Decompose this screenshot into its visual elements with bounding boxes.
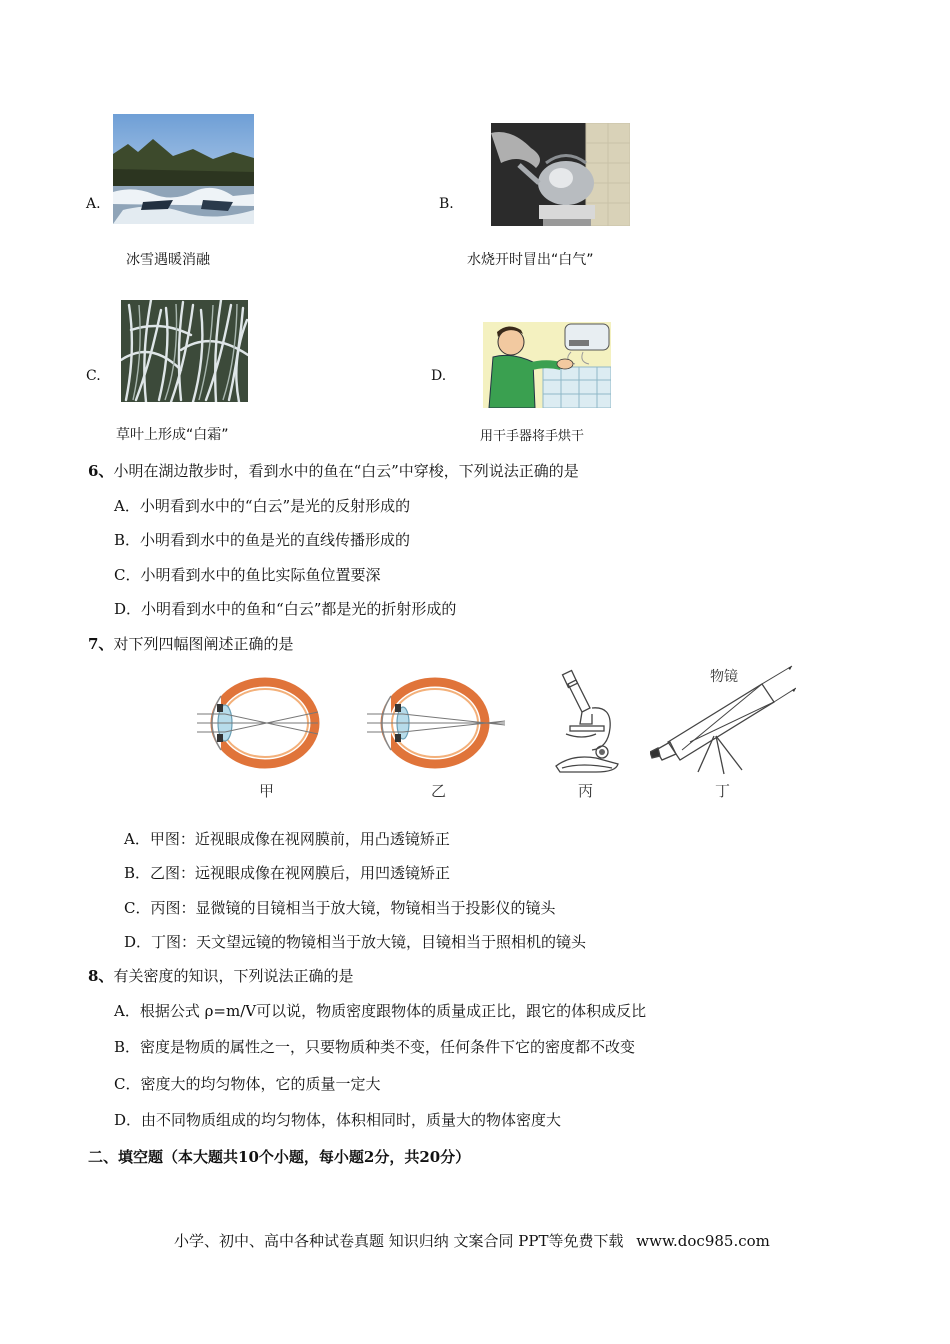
figure-label-ding: 丁 [715, 782, 731, 800]
page-footer [174, 1230, 770, 1251]
option-caption: 冰雪遇暖消融 [126, 252, 210, 268]
question-text: 对下列四幅图阐述正确的是 [113, 635, 294, 653]
answer-option-c: C．丙图：显微镜的目镜相当于放大镜，物镜相当于投影仪的镜头 [124, 899, 556, 917]
answer-option-a: A．甲图：近视眼成像在视网膜前，用凸透镜矫正 [124, 830, 450, 848]
question-text: 有关密度的知识，下列说法正确的是 [113, 967, 354, 985]
question-stem [88, 966, 353, 986]
option-caption: 草叶上形成“白霜” [116, 427, 229, 443]
answer-option-c: C．密度大的均匀物体，它的质量一定大 [114, 1075, 381, 1093]
telescope-objective-label: 物镜 [710, 669, 738, 685]
answer-option-b: B．乙图：远视眼成像在视网膜后，用凹透镜矫正 [124, 864, 451, 882]
option-caption: 水烧开时冒出“白气” [467, 252, 594, 268]
option-letter: A. [86, 196, 101, 212]
question-number: 6、 [88, 462, 114, 480]
answer-option-d: D．由不同物质组成的均匀物体，体积相同时，质量大的物体密度大 [114, 1111, 562, 1129]
answer-option-d: D．丁图：天文望远镜的物镜相当于放大镜，目镜相当于照相机的镜头 [124, 933, 587, 951]
myopia-eye-diagram [195, 676, 323, 771]
melting-snow-photo [113, 114, 254, 224]
answer-option-c: C．小明看到水中的鱼比实际鱼位置要深 [114, 566, 381, 584]
answer-option-a: A．根据公式 ρ=m/V可以说，物质密度跟物体的质量成正比，跟它的体积成反比 [114, 1002, 647, 1020]
question-number: 8、 [88, 967, 114, 985]
figure-label-yi: 乙 [431, 782, 447, 800]
microscope-diagram [552, 668, 624, 774]
answer-option-b: B．密度是物质的属性之一，只要物质种类不变，任何条件下它的密度都不改变 [114, 1038, 636, 1056]
footer-text: 小学、初中、高中各种试卷真题 知识归纳 文案合同 PPT等免费下载 [174, 1232, 624, 1250]
figure-label-jia: 甲 [259, 782, 275, 800]
question-text: 小明在湖边散步时，看到水中的鱼在“白云”中穿梭，下列说法正确的是 [113, 462, 579, 480]
section-heading: 二、填空题（本大题共10个小题，每小题2分，共20分） [88, 1148, 471, 1166]
question-number: 7、 [88, 635, 114, 653]
footer-url[interactable]: www.doc985.com [636, 1232, 770, 1250]
hyperopia-eye-diagram [365, 676, 510, 771]
hand-dryer-cartoon [483, 322, 611, 408]
figure-label-bing: 丙 [578, 782, 594, 800]
boiling-kettle-photo [491, 123, 630, 226]
option-letter: C. [86, 368, 101, 384]
answer-option-b: B．小明看到水中的鱼是光的直线传播形成的 [114, 531, 411, 549]
frost-grass-photo [121, 300, 248, 402]
answer-option-d: D．小明看到水中的鱼和“白云”都是光的折射形成的 [114, 600, 457, 618]
answer-option-a: A．小明看到水中的“白云”是光的反射形成的 [114, 497, 411, 515]
question-stem [88, 461, 579, 481]
option-caption: 用干手器将手烘干 [480, 429, 585, 444]
option-letter: B. [439, 196, 454, 212]
question-stem [88, 634, 293, 654]
option-letter: D. [431, 368, 447, 384]
